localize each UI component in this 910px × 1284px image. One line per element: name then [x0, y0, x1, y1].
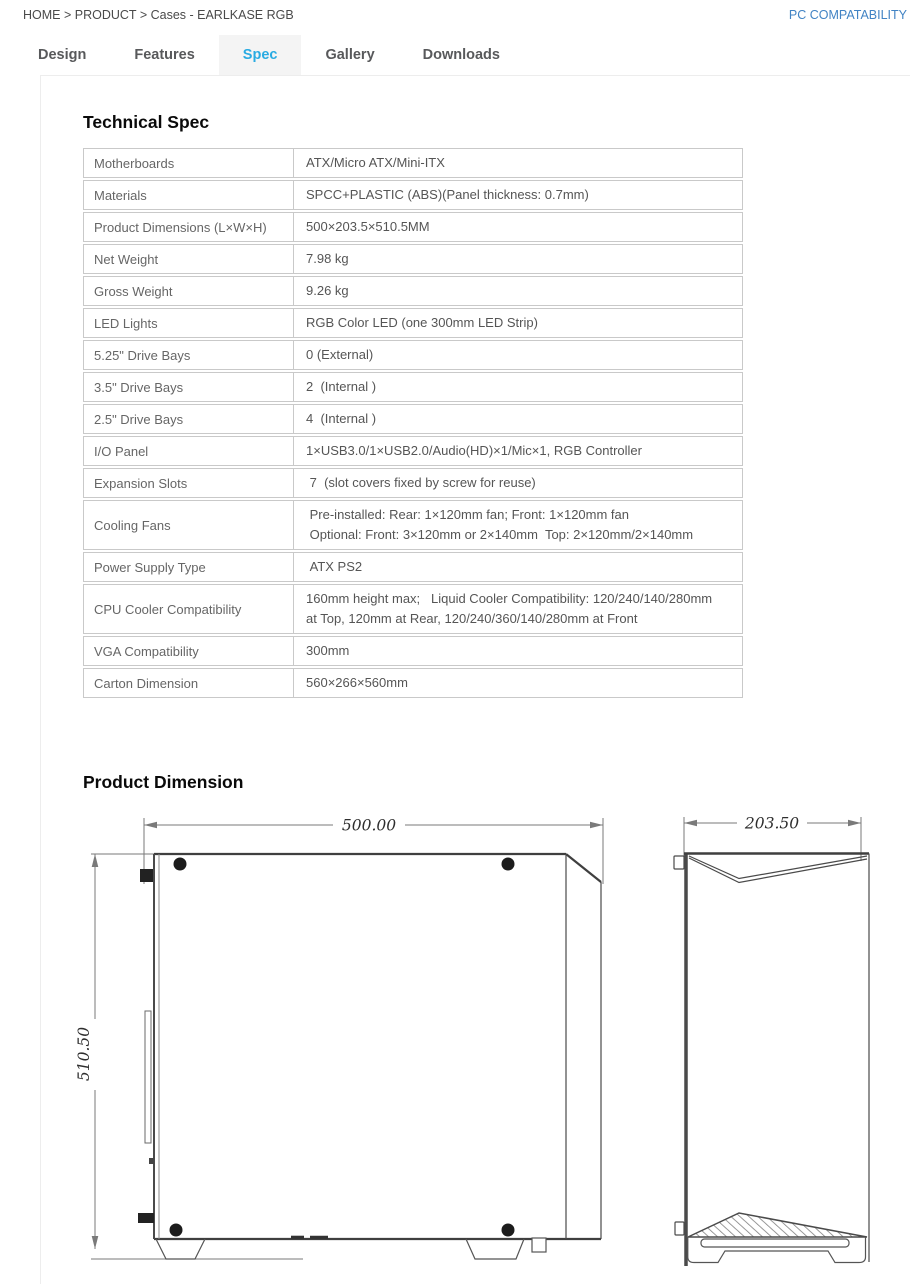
front-mesh-grille [688, 1213, 867, 1247]
spec-row-label: Carton Dimension [83, 668, 293, 698]
spec-row-label: Materials [83, 180, 293, 210]
spec-table-row [83, 372, 743, 402]
spec-value-line: 7 (slot covers fixed by screw for reuse) [306, 475, 536, 490]
spec-row-value [293, 180, 743, 210]
spec-value-line: RGB Color LED (one 300mm LED Strip) [306, 315, 538, 330]
spec-table-row [83, 636, 743, 666]
spec-row-value [293, 668, 743, 698]
spec-row-label: Expansion Slots [83, 468, 293, 498]
spec-row-label: Power Supply Type [83, 552, 293, 582]
spec-row-label: VGA Compatibility [83, 636, 293, 666]
side-case-outline [145, 854, 601, 1239]
spec-row-value [293, 372, 743, 402]
spec-value-line: SPCC+PLASTIC (ABS)(Panel thickness: 0.7mm) [306, 187, 589, 202]
spec-row-value [293, 212, 743, 242]
product-dimension-drawings [41, 806, 910, 1284]
spec-table-body [83, 148, 743, 698]
breadcrumb [0, 0, 910, 22]
spec-value-line: 1×USB3.0/1×USB2.0/Audio(HD)×1/Mic×1, RGB Controller [306, 443, 642, 458]
breadcrumb-items [23, 8, 294, 22]
spec-row-value [293, 308, 743, 338]
spec-value-line: 160mm height max; Liquid Cooler Compatibility: 120/240/140/280mm [306, 591, 713, 606]
spec-row-label: 5.25" Drive Bays [83, 340, 293, 370]
spec-row-label: 3.5" Drive Bays [83, 372, 293, 402]
spec-row-label: Product Dimensions (L×W×H) [83, 212, 293, 242]
spec-table-row [83, 180, 743, 210]
tab-spec[interactable] [219, 35, 302, 75]
side-view-drawing [58, 806, 638, 1284]
spec-table-row [83, 308, 743, 338]
breadcrumb-separator: > [60, 8, 75, 22]
content-panel [40, 75, 910, 1284]
tab-gallery[interactable] [301, 35, 398, 75]
spec-row-label: Motherboards [83, 148, 293, 178]
spec-table-row [83, 340, 743, 370]
spec-row-label: CPU Cooler Compatibility [83, 584, 293, 634]
spec-row-value [293, 340, 743, 370]
spec-row-value [293, 552, 743, 582]
spec-row-label: Net Weight [83, 244, 293, 274]
spec-value-line: 300mm [306, 643, 350, 658]
spec-row-value [293, 148, 743, 178]
tab-downloads[interactable] [399, 35, 524, 75]
product-dimension-title: Product Dimension [83, 772, 244, 792]
spec-value-line: 0 (External) [306, 347, 374, 362]
spec-table-row [83, 552, 743, 582]
spec-value-line: Pre-installed: Rear: 1×120mm fan; Front: 1×120mm fan [306, 507, 630, 522]
spec-value-line: ATX/Micro ATX/Mini-ITX [306, 155, 445, 170]
spec-value-line: 7.98 kg [306, 251, 349, 266]
spec-row-label: Cooling Fans [83, 500, 293, 550]
spec-value-line: 560×266×560mm [306, 675, 408, 690]
tab-label: Design [38, 47, 87, 63]
side-feet [156, 1237, 546, 1259]
side-thumbscrews [170, 858, 515, 1237]
spec-row-label: I/O Panel [83, 436, 293, 466]
side-height-dimension [91, 854, 303, 1259]
spec-table-row [83, 148, 743, 178]
spec-value-line: at Top, 120mm at Rear, 120/240/360/140/280mm at Front [306, 611, 638, 626]
pc-compatibility-link[interactable]: PC COMPATABILITY [788, 8, 907, 22]
spec-table-row [83, 500, 743, 550]
tab-label: Downloads [422, 47, 500, 63]
spec-table-row [83, 212, 743, 242]
spec-value-line: 2 (Internal ) [306, 379, 377, 394]
tab-design[interactable] [14, 35, 110, 75]
tab-features[interactable] [110, 35, 218, 75]
spec-value-line: Optional: Front: 3×120mm or 2×140mm Top: 2×120mm/2×140mm [306, 527, 694, 542]
spec-table-row [83, 244, 743, 274]
spec-row-label: 2.5" Drive Bays [83, 404, 293, 434]
breadcrumb-separator: > [136, 8, 151, 22]
front-case-outline [674, 853, 869, 1266]
breadcrumb-item: Cases - EARLKASE RGB [150, 8, 294, 22]
front-view-drawing [651, 806, 901, 1284]
spec-row-value [293, 636, 743, 666]
tab-bar [14, 35, 910, 75]
spec-value-line: ATX PS2 [306, 559, 363, 574]
breadcrumb-item[interactable]: PRODUCT [74, 8, 137, 22]
spec-table-row [83, 276, 743, 306]
front-feet [688, 1237, 866, 1263]
spec-row-value [293, 436, 743, 466]
tab-label: Spec [242, 47, 278, 63]
breadcrumb-item[interactable]: HOME [23, 8, 61, 22]
spec-value-line: 4 (Internal ) [306, 411, 377, 426]
technical-spec-title: Technical Spec [83, 112, 210, 132]
spec-table-row [83, 668, 743, 698]
spec-table-row [83, 468, 743, 498]
spec-row-value [293, 276, 743, 306]
spec-row-label: LED Lights [83, 308, 293, 338]
side-width-dim-label: 500.00 [341, 816, 397, 835]
spec-value-line: 500×203.5×510.5MM [306, 219, 430, 234]
technical-spec-table [83, 146, 743, 700]
tab-label: Gallery [325, 47, 375, 63]
side-height-dim-label: 510.50 [75, 1026, 93, 1082]
tab-label: Features [134, 47, 195, 63]
spec-row-value [293, 404, 743, 434]
front-width-dim-label: 203.50 [744, 814, 800, 833]
spec-table-row [83, 584, 743, 634]
spec-value-line: 9.26 kg [306, 283, 349, 298]
spec-table-row [83, 436, 743, 466]
spec-table-row [83, 404, 743, 434]
spec-row-label: Gross Weight [83, 276, 293, 306]
spec-row-value [293, 500, 743, 550]
spec-row-value [293, 468, 743, 498]
spec-row-value [293, 584, 743, 634]
spec-row-value [293, 244, 743, 274]
